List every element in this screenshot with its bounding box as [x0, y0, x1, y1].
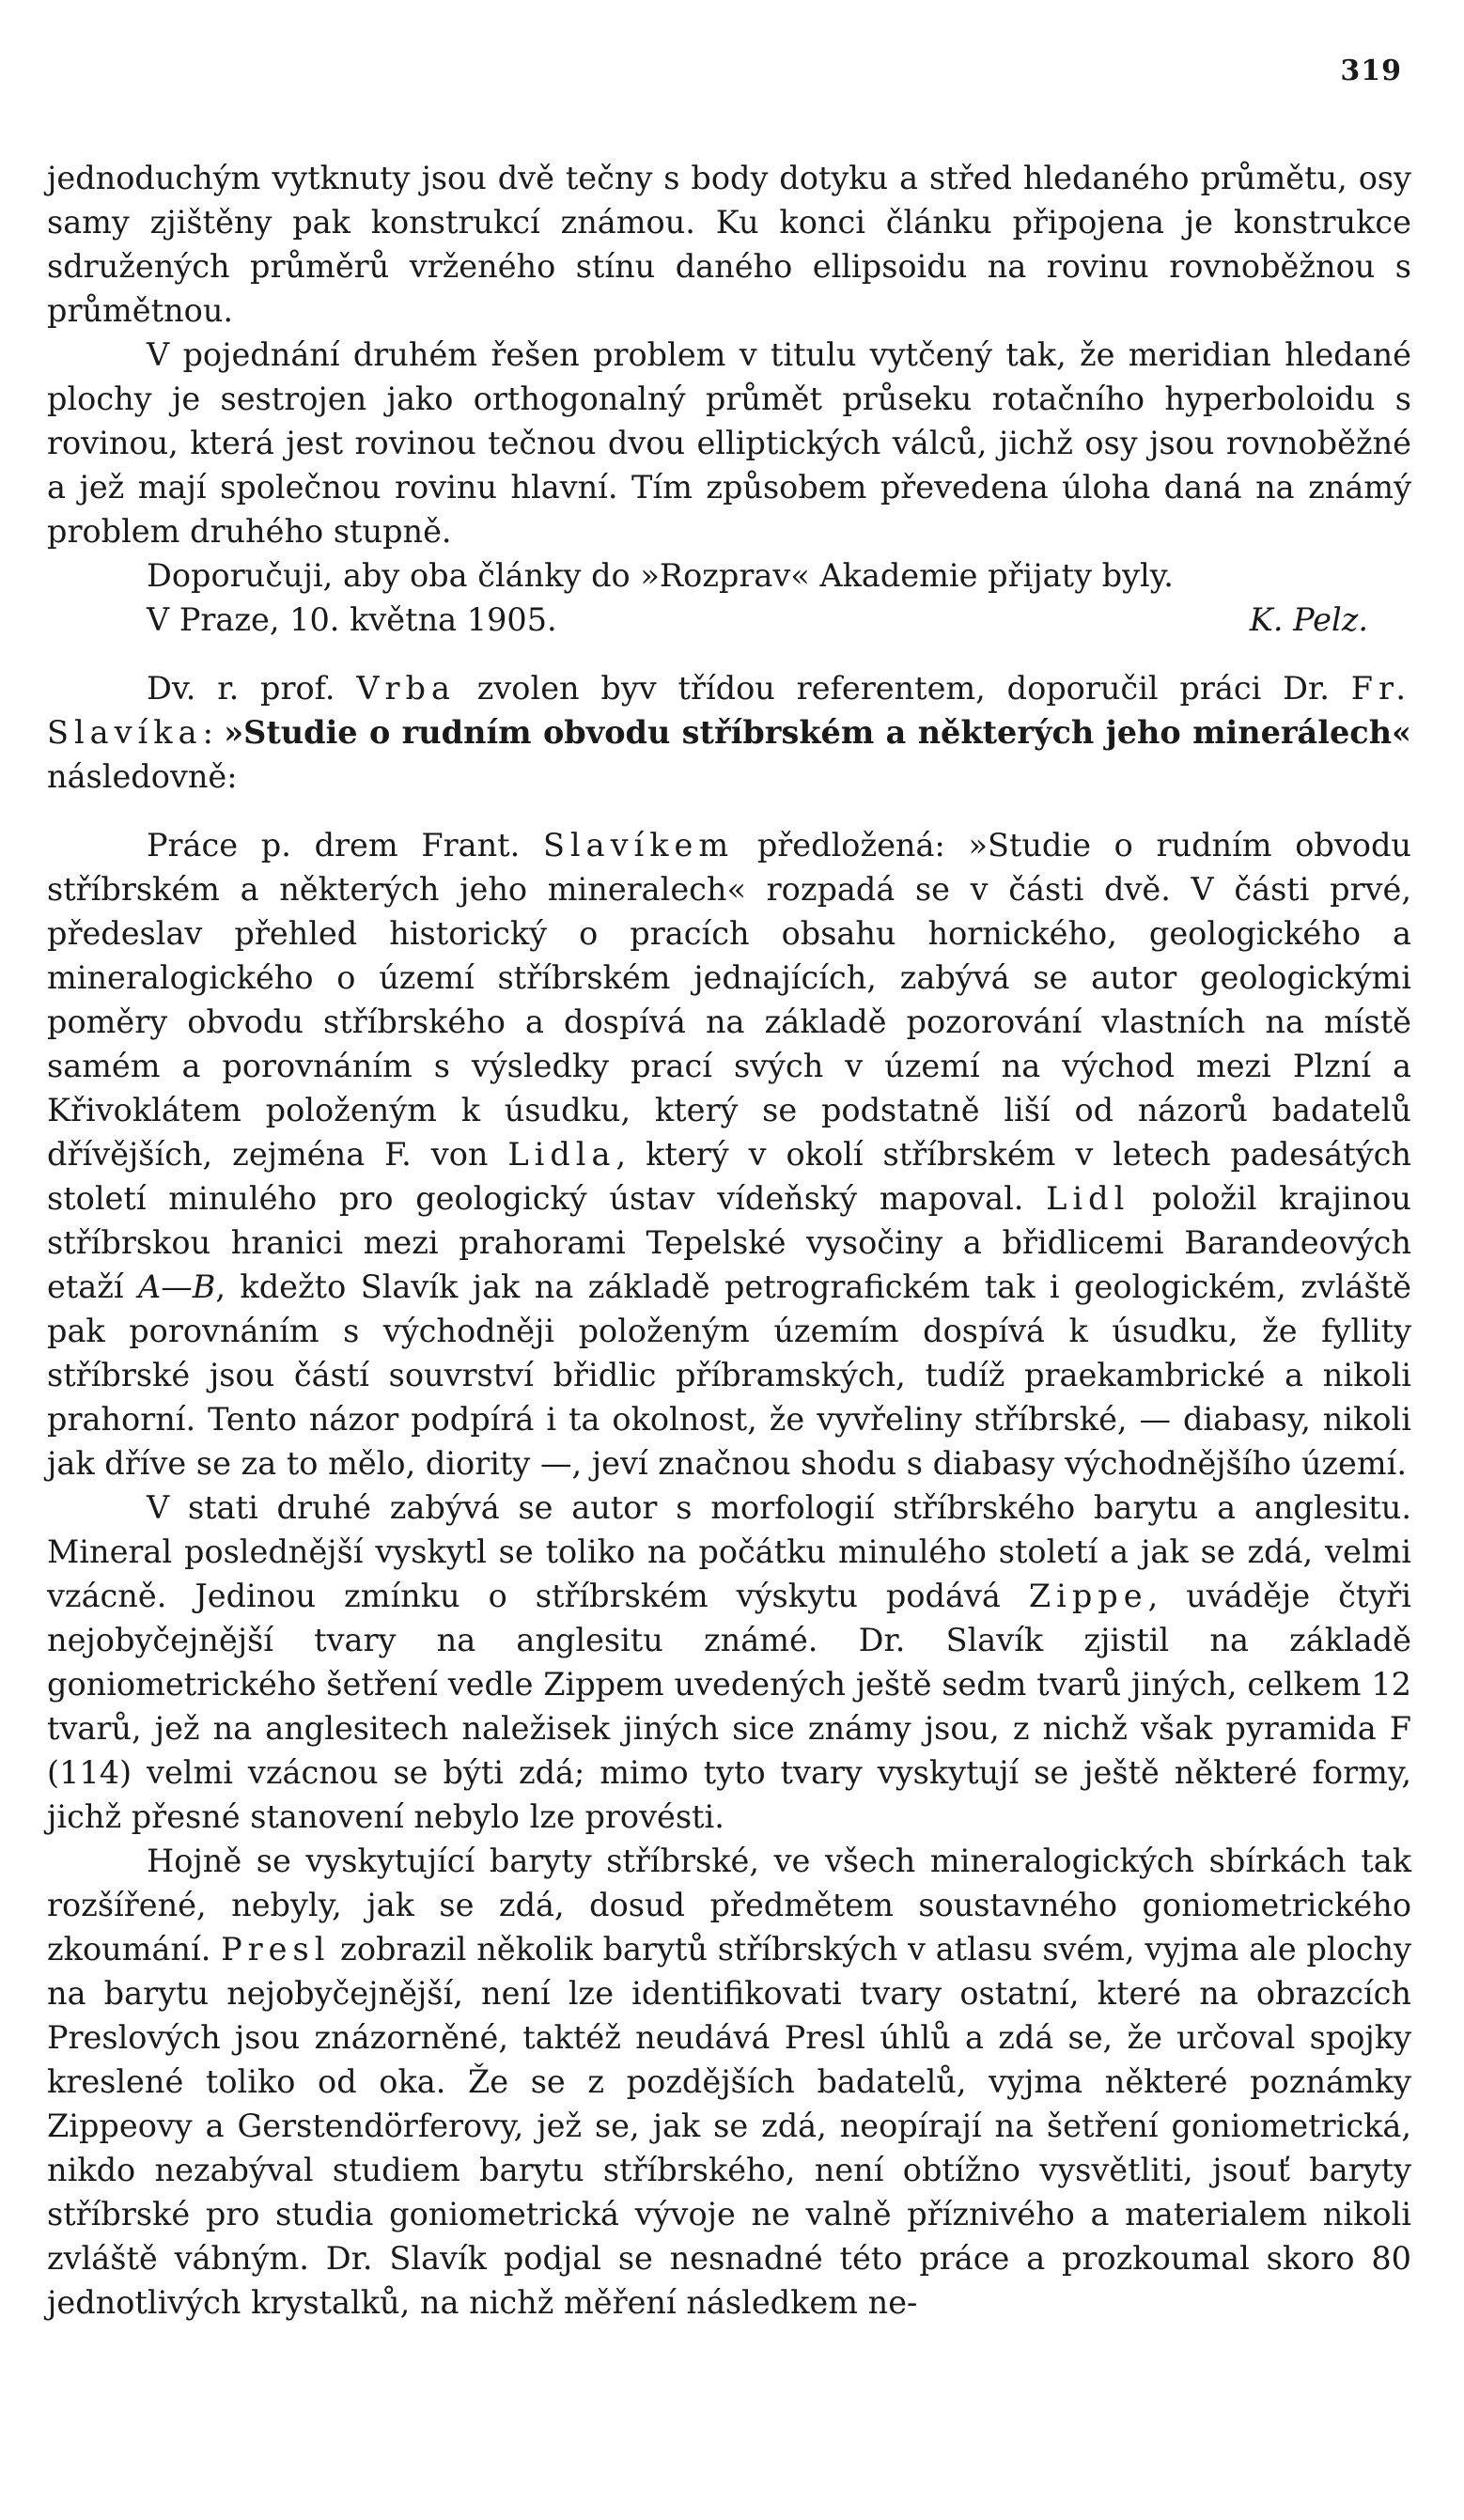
p5-text-d: položil krajinou stříbrskou hranici mezi prahorami Tepelské vysočiny a břidlicemi Barandeových etaží — [47, 1180, 1411, 1305]
paragraph-1: jednoduchým vytknuty jsou dvě tečny s body dotyku a střed hledaného průmětu, osy samy zjištěny pak konstrukcí známou. Ku konci článku připojena je konstrukce sdružených průměrů vrženého stínu daného ellipsoidu na rovinu rovnoběžnou s průmětnou. — [47, 160, 1411, 329]
p5-text-b: předložená: »Studie o rudním obvodu stříbrském a některých jeho mineralech« rozpadá se v části dvě. V části prvé, předeslav přehled historický o pracích obsahu hornického, geologického a mineralogického o území stříbrském jednajících, zabývá se autor geologickými poměry obvodu stříbrského a dospívá na základě pozorování vlastních na místě samém a porovnáním s výsledky prací svých v území na východ mezi Plzní a Křivoklátem položeným k úsudku, který se podstatně liší od názorů badatelů dřívějších, zejména F. von — [47, 827, 1411, 1173]
p5-text-a: Práce p. drem Frant. — [147, 827, 543, 863]
p6-text-a: V stati druhé zabývá se autor s morfologií stříbrského barytu a anglesitu. Mineral poslednější vyskytl se toliko na počátku minulého století a jak se zdá, velmi vzácně. Jedinou zmínku o stříbrském výskytu podává — [47, 1489, 1411, 1614]
name-fr-slavika: Fr. Slavíka — [47, 670, 1411, 751]
p4-text-a: Dv. r. prof. — [147, 670, 357, 707]
name-slavikem: Slavíkem — [542, 827, 735, 863]
name-lidl: Lidl — [1046, 1180, 1130, 1217]
p4-text-b: zvolen byv třídou referentem, doporučil práci Dr. — [455, 670, 1351, 707]
work-title: »Studie o rudním obvodu stříbrském a některých jeho minerálech« — [224, 714, 1411, 751]
p7-text-a: Hojně se vyskytující baryty stříbrské, ve všech mineralogických sbírkách tak rozšířené, nebyly, jak se zdá, dosud předmětem soustavného goniometrického zkoumání. — [47, 1843, 1411, 1968]
p6-text-b: , uváděje čtyři nejobyčejnější tvary na anglesitu známé. Dr. Slavík zjistil na základě goniometrického šetření vedle Zippem uvedených ještě sedm tvarů jiných, celkem 12 tvarů, jež na anglesitech naležisek jiných sice známy jsou, z nichž však pyramida F (114) velmi vzácnou se býti zdá; mimo tyto tvary vyskytují se ještě některé formy, jichž přesné stanovení nebylo lze provésti. — [47, 1578, 1411, 1835]
page-number: 319 — [1340, 54, 1402, 87]
name-zippe: Zippe — [1028, 1578, 1148, 1614]
dateline — [47, 598, 1411, 642]
etaze-a-b: A—B — [138, 1268, 216, 1305]
signature: K. Pelz. — [1249, 601, 1368, 638]
place-date: V Praze, 10. května 1905. — [147, 601, 557, 638]
paragraph-review-part-two — [47, 1486, 1411, 1839]
paragraph-baryty — [47, 1839, 1411, 2325]
paragraph-referee — [47, 666, 1411, 799]
p5-text-e: , kdežto Slavík jak na základě petrografickém tak i geologickém, zvláště pak porovnáním s východněji položeným územím dospívá k úsudku, že fyllity stříbrské jsou částí souvrství břidlic příbramských, tudíž praekambrické a nikoli prahorní. Tento názor podpírá i ta okolnost, že vyvřeliny stříbrské, — diabasy, nikoli jak dříve se za to mělo, diority —, jeví značnou shodu s diabasy východnějšího území. — [47, 1268, 1411, 1482]
document-body — [47, 156, 1411, 2325]
name-vrba: Vrba — [356, 670, 456, 707]
p7-text-b: zobrazil několik barytů stříbrských v atlasu svém, vyjma ale plochy na barytu nejobyčejnější, není lze identifikovati tvary ostatní, které na obrazcích Preslových jsou znázorněné, taktéž neudává Presl úhlů a zdá se, že určoval spojky kreslené toliko od oka. Že se z pozdějších badatelů, vyjma některé poznámky Zippeovy a Gerstendörferovy, jež se, jak se zdá, neopírají na šetření goniometrická, nikdo nezabýval studiem barytu stříbrského, není obtížno vysvětliti, jsouť baryty stříbrské pro studia goniometrická vývoje ne valně příznivého a materialem nikoli zvláště vábným. Dr. Slavík podjal se nesnadné této práce a prozkoumal skoro 80 jednotlivých krystalků, na nichž měření následkem ne- — [47, 1931, 1411, 2321]
paragraph-2: V pojednání druhém řešen problem v titulu vytčený tak, že meridian hledané plochy je sestrojen jako orthogonalný průmět průseku rotačního hyperboloidu s rovinou, která jest rovinou tečnou dvou elliptických válců, jichž osy jsou rovnoběžné a jež mají společnou rovinu hlavní. Tím způsobem převedena úloha daná na známý problem druhého stupně. — [47, 336, 1411, 550]
p4-text-d: následovně: — [47, 758, 238, 795]
paragraph-recommendation: Doporučuji, aby oba články do »Rozprav« Akademie přijaty byly. — [147, 557, 1174, 594]
name-lidla: Lidla — [507, 1136, 616, 1173]
paragraph-review-part-one — [47, 823, 1411, 1486]
p5-text-c: , který v okolí stříbrském v letech padesátých století minulého pro geologický ústav vídeňský mapoval. — [47, 1136, 1411, 1217]
p4-text-c: : — [202, 714, 225, 751]
name-presl: Presl — [221, 1931, 331, 1968]
